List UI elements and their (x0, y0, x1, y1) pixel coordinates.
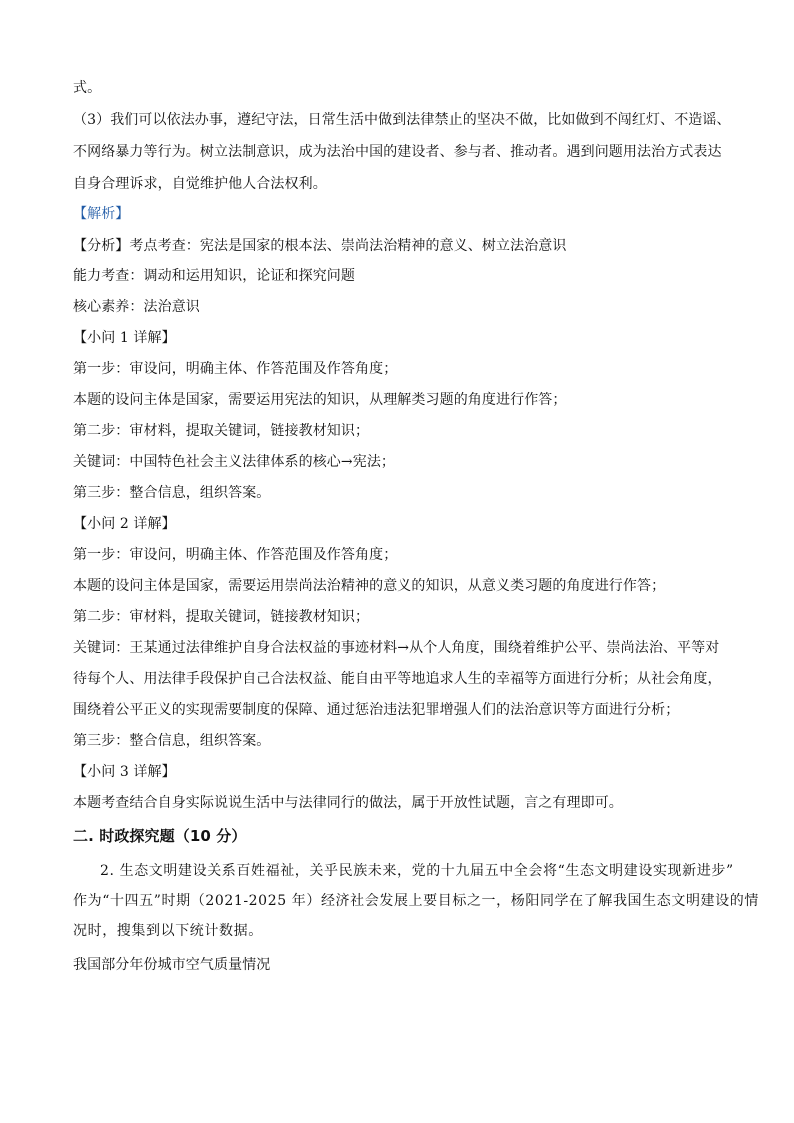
analysis-line: 本题考查结合自身实际说说生活中与法律同行的做法，属于开放性试题，言之有理即可。 (73, 795, 623, 811)
sub-question-heading: 【小问 3 详解】 (73, 764, 176, 780)
sub-question-heading: 【小问 2 详解】 (73, 516, 176, 532)
analysis-line: 关键词：王某通过法律维护自身合法权益的事迹材料→从个人角度，围绕着维护公平、崇尚法治、平等对 (73, 640, 720, 656)
answer-continuation: 式。 (73, 80, 102, 96)
analysis-line: 待每个人、用法律手段保护自己合法权益、能自由平等地追求人生的幸福等方面进行分析；从社会角度， (73, 671, 722, 687)
answer-q3-line-3: 自身合理诉求，自觉维护他人合法权利。 (73, 176, 327, 192)
analysis-line: 围绕着公平正义的实现需要制度的保障、通过惩治违法犯罪增强人们的法治意识等方面进行分析； (73, 702, 680, 718)
answer-q3-line-1: （3）我们可以依法办事，遵纪守法，日常生活中做到法律禁止的坚决不做，比如做到不闯红灯、不造谣、 (73, 112, 731, 128)
analysis-line: 第一步：审设问，明确主体、作答范围及作答角度； (73, 361, 398, 377)
section-heading: 二. 时政探究题（10 分） (73, 827, 247, 845)
sub-question-heading: 【小问 1 详解】 (73, 330, 176, 346)
analysis-line: 本题的设问主体是国家，需要运用崇尚法治精神的意义的知识，从意义类习题的角度进行作答； (73, 578, 666, 594)
analysis-line: 【分析】考点考查：宪法是国家的根本法、崇尚法治精神的意义、树立法治意识 (73, 238, 567, 254)
analysis-line: 第三步：整合信息，组织答案。 (73, 733, 271, 749)
analysis-line: 第二步：审材料，提取关键词，链接教材知识； (73, 609, 370, 625)
analysis-title: 【解析】 (73, 206, 130, 222)
analysis-line: 核心素养：法治意识 (73, 299, 200, 315)
answer-q3-line-2: 不网络暴力等行为。树立法制意识，成为法治中国的建设者、参与者、推动者。遇到问题用法治方式表达 (73, 144, 722, 160)
analysis-line: 关键词：中国特色社会主义法律体系的核心→宪法； (73, 454, 396, 470)
analysis-line: 第二步：审材料，提取关键词，链接教材知识； (73, 423, 370, 439)
analysis-line: 第一步：审设问，明确主体、作答范围及作答角度； (73, 547, 398, 563)
table-caption: 我国部分年份城市空气质量情况 (73, 957, 271, 973)
analysis-line: 能力考查：调动和运用知识，论证和探究问题 (73, 268, 355, 284)
analysis-line: 本题的设问主体是国家，需要运用宪法的知识，从理解类习题的角度进行作答； (73, 392, 567, 408)
analysis-line: 第三步：整合信息，组织答案。 (73, 485, 271, 501)
question-text-line: 况时，搜集到以下统计数据。 (73, 923, 263, 939)
question-text-line: 2. 生态文明建设关系百姓福祉，关乎民族未来，党的十九届五中全会将“生态文明建设实现新进步” (100, 863, 734, 879)
question-text-line: 作为“十四五”时期（2021-2025 年）经济社会发展上要目标之一，杨阳同学在了解我国生态文明建设的情 (73, 893, 759, 909)
